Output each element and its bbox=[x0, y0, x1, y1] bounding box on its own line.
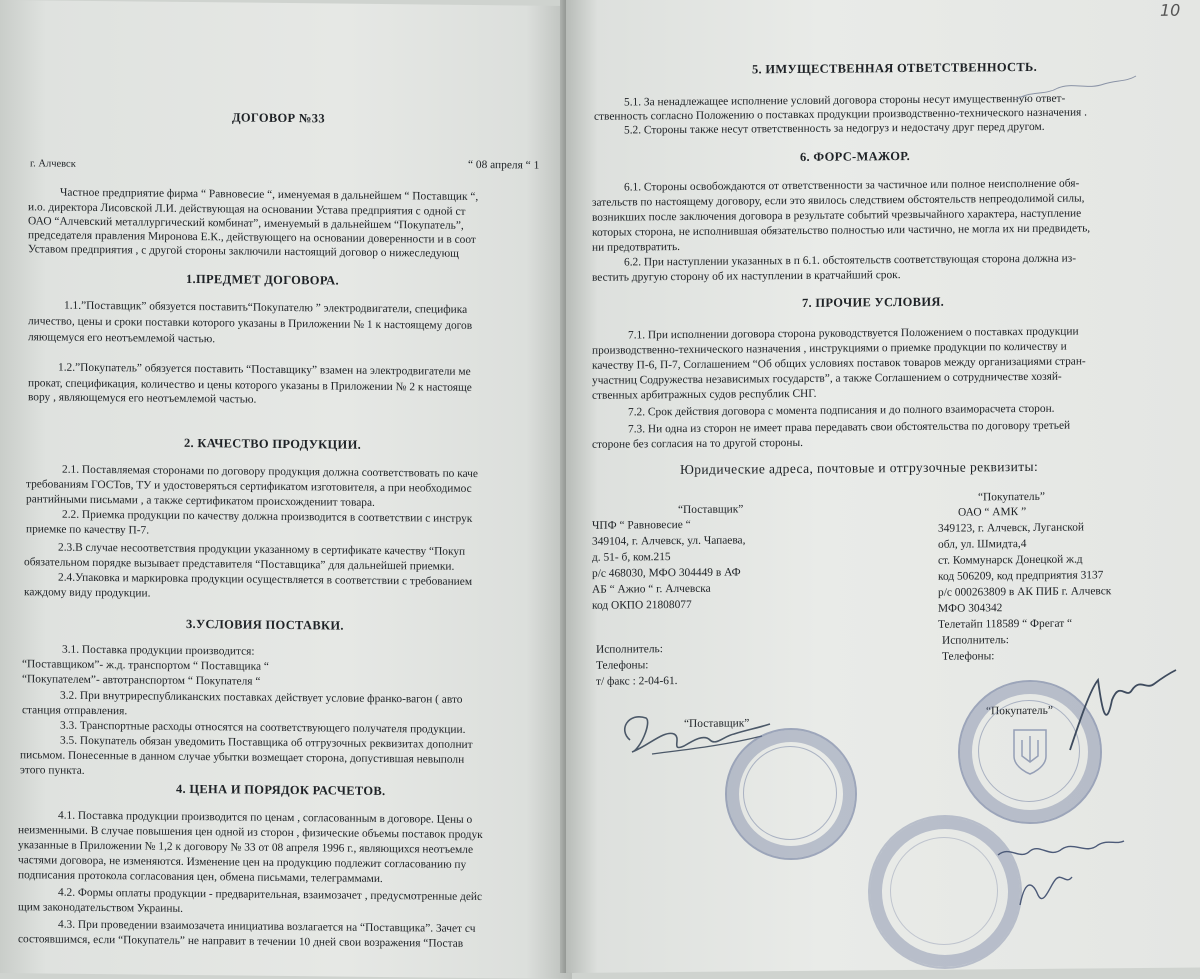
section-2-line: 2.4.Упаковка и маркировка продукции осуществляется в соответствии с требованием bbox=[58, 571, 473, 588]
section-2-line: требованиям ГОСТов, ТУ и удостоверяться сертификатом изготовителя, а при необходимос bbox=[26, 478, 472, 495]
section-4-line: 4.1. Поставка продукции производится по ценам , согласованным в договоре. Цены о bbox=[58, 809, 473, 826]
buyer-phones: Телефоны: bbox=[942, 650, 995, 663]
section-2-title: 2. КАЧЕСТВО ПРОДУКЦИИ. bbox=[184, 435, 362, 452]
section-3-title: 3.УСЛОВИЯ ПОСТАВКИ. bbox=[186, 616, 344, 633]
section-7-line: участниц Содружества независимых государств”, а также Соглашением о сотрудничестве хозяй- bbox=[592, 370, 1062, 387]
buyer-line: код 506209, код предприятия 3137 bbox=[938, 569, 1104, 583]
section-4-line: указанные в Приложении № 1,2 к договору № 33 от 08 апреля 1996 г., являющихся неотъемле bbox=[18, 839, 473, 856]
section-2-line: приемке по качеству П-7. bbox=[26, 523, 150, 537]
section-7-line: 7.3. Ни одна из сторон не имеет права передавать свои обстоятельства по договору третьей bbox=[628, 419, 1071, 436]
section-5-line: 5.1. За ненадлежащее исполнение условий договора стороны несут имущественную ответ- bbox=[624, 92, 1066, 109]
section-5-line: 5.2. Стороны также несут ответственность за недогруз и недостачу друг перед другом. bbox=[624, 120, 1045, 137]
section-2-line: 2.3.В случае несоответствия продукции указанному в сертификате качеству “Покуп bbox=[58, 541, 466, 558]
buyer-line: ст. Коммунарск Донецкой ж.д bbox=[938, 553, 1083, 567]
buyer-sign-label: “Покупатель” bbox=[986, 704, 1053, 718]
supplier-line: код ОКПО 21808077 bbox=[592, 598, 692, 612]
section-3-line: 3.1. Поставка продукции производится: bbox=[62, 643, 255, 658]
section-4-line: 4.3. При проведении взаимозачета инициатива возлагается на “Поставщика”. Зачет сч bbox=[58, 918, 476, 935]
supplier-line: 349104, г. Алчевск, ул. Чапаева, bbox=[592, 534, 746, 548]
section-2-line: 2.2. Приемка продукции по качеству должна производится в соответствии с инструк bbox=[62, 508, 473, 525]
section-1-line: ляющемуся его неотъемлемой частью. bbox=[28, 331, 216, 346]
supplier-phones: Телефоны: bbox=[596, 659, 649, 672]
section-4-line: частями договора, не изменяются. Изменение цен на продукцию подлежит согласованию пу bbox=[18, 854, 467, 871]
section-7-line: стороне без согласия на то другой стороны. bbox=[592, 436, 803, 451]
section-7-line: производственно-технического назначения , инструкциями о приемке продукции по количеству и bbox=[592, 340, 1067, 357]
section-6-line: зательств по настоящему договору, если это явилось следствием обстоятельств непреодолимой силы, bbox=[592, 192, 1085, 209]
section-2-line: рантийными письмами , а также сертификатом происхождениит товара. bbox=[26, 493, 375, 509]
section-6-line: 6.2. При наступлении указанных в п 6.1. обстоятельств соответствующая сторона должна из- bbox=[624, 252, 1077, 269]
supplier-line: д. 51- б, ком.215 bbox=[592, 551, 671, 564]
section-3-line: “Покупателем”- автотранспортом “ Покупателя “ bbox=[22, 673, 261, 688]
section-4-title: 4. ЦЕНА И ПОРЯДОК РАСЧЕТОВ. bbox=[176, 781, 386, 799]
contract-date: “ 08 апреля “ 1 bbox=[468, 158, 540, 172]
section-3-line: 3.3. Транспортные расходы относятся на соответствующего получателя продукции. bbox=[60, 719, 466, 736]
section-6-line: возникших после заключения договора в результате событий чрезвычайного характера, наступление bbox=[592, 207, 1082, 224]
supplier-line: р/с 468030, МФО 304449 в АФ bbox=[592, 566, 741, 580]
section-1-line: 1.2.”Покупатель” обязуется поставить “Поставщику” взамен на электродвигатели ме bbox=[58, 361, 471, 378]
buyer-line: МФО 304342 bbox=[938, 602, 1003, 615]
supplier-line: ЧПФ “ Равновесие “ bbox=[592, 518, 691, 532]
preamble-line: Частное предприятие фирма “ Равновесие “, именуемая в дальнейшем “ Поставщик “, bbox=[60, 186, 479, 204]
preamble-line: и.о. директора Лисовской Л.И. действующая на основании Устава предприятия с одной ст bbox=[28, 201, 466, 218]
buyer-line: Телетайп 118589 “ Фрегат “ bbox=[938, 617, 1073, 631]
contract-title: ДОГОВОР №33 bbox=[232, 110, 325, 126]
buyer-line: обл, ул. Шмидта,4 bbox=[938, 537, 1027, 551]
section-2-line: каждому виду продукции. bbox=[24, 586, 151, 600]
buyer-line: 349123, г. Алчевск, Луганской bbox=[938, 521, 1085, 535]
section-1-line: прокат, спецификация, количество и цены которого указаны в Приложении № 2 к настояще bbox=[28, 377, 472, 394]
section-7-title: 7. ПРОЧИЕ УСЛОВИЯ. bbox=[802, 294, 945, 310]
handwritten-note bbox=[990, 815, 1130, 925]
section-5-title: 5. ИМУЩЕСТВЕННАЯ ОТВЕТСТВЕННОСТЬ. bbox=[752, 59, 1038, 77]
contract-city: г. Алчевск bbox=[30, 158, 76, 170]
trident-emblem-icon bbox=[1010, 726, 1050, 776]
section-6-line: которых сторона, не исполнившая обязательство полностью или частично, не могла их ни предвидеть, bbox=[592, 222, 1091, 239]
preamble-line: ОАО “Алчевский металлургический комбинат”, именуемый в дальнейшем “Покупатель”, bbox=[28, 215, 464, 232]
section-7-line: качеству П-6, П-7, Соглашением “Об общих условиях поставок товаров между организациями стран- bbox=[592, 355, 1086, 372]
supplier-stamp bbox=[725, 728, 857, 860]
section-3-line: 3.5. Покупатель обязан уведомить Поставщика об отгрузочных реквизитах дополнит bbox=[60, 734, 473, 751]
section-1-line: вору , являющемуся его неотъемлемой частью. bbox=[28, 391, 257, 406]
section-4-line: подписания протокола согласования цен, обмена письмами, телеграммами. bbox=[18, 869, 383, 886]
left-page bbox=[0, 0, 572, 979]
section-3-line: письмом. Понесенные в данном случае убытки возмещает сторона, допустившая невыполн bbox=[20, 749, 465, 766]
section-4-line: 4.2. Формы оплаты продукции - предварительная, взаимозачет , предусмотренные дейс bbox=[58, 886, 483, 904]
section-1-line: личество, цены и сроки поставки которого указаны в Приложении № 1 к настоящему догов bbox=[28, 315, 473, 332]
supplier-line: АБ “ Ажио “ г. Алчевска bbox=[592, 582, 711, 596]
section-4-line: состоявшимся, если “Покупатель” не направит в течении 10 дней свои возражения “Постав bbox=[18, 933, 464, 950]
section-3-line: станция отправления. bbox=[22, 704, 128, 718]
section-2-line: 2.1. Поставляемая сторонами по договору продукция должна соответствовать по каче bbox=[62, 463, 478, 481]
buyer-line: р/с 000263809 в АК ПИБ г. Алчевск bbox=[938, 585, 1112, 599]
section-5-line: ственность согласно Положению о поставках продукции производственно-технического назначения . bbox=[594, 106, 1087, 123]
section-3-line: этого пункта. bbox=[20, 764, 85, 777]
section-3-line: 3.2. При внутриреспубликанских поставках действует условие франко-вагон ( авто bbox=[60, 689, 463, 706]
margin-handwriting bbox=[1010, 70, 1140, 110]
section-6-line: вестить другую сторону об их наступлении в кратчайший срок. bbox=[592, 269, 901, 284]
section-3-line: “Поставщиком”- ж.д. транспортом “ Поставщика “ bbox=[22, 658, 269, 673]
section-6-line: ни предотвратить. bbox=[592, 241, 680, 254]
buyer-line: ОАО “ АМК ” bbox=[958, 505, 1027, 519]
buyer-executor: Исполнитель: bbox=[942, 634, 1009, 647]
section-4-line: щим законодательством Украины. bbox=[18, 901, 183, 915]
supplier-executor: Исполнитель: bbox=[596, 643, 663, 656]
preamble-line: председателя правления Миронова Е.К., действующего на основании доверенности и в соот bbox=[28, 229, 476, 246]
buyer-signature bbox=[1050, 660, 1180, 760]
preamble-line: Уставом предприятия , с другой стороны заключили настоящий договор о нижеследующ bbox=[28, 243, 459, 260]
section-7-line: 7.2. Срок действия договора с момента подписания и до полного взаиморасчета сторон. bbox=[628, 402, 1055, 419]
section-1-line: 1.1.”Поставщик” обязуется поставить“Покупателю ” электродвигатели, специфика bbox=[64, 299, 468, 316]
section-7-line: ственных арбитражных судов республик СНГ. bbox=[592, 387, 817, 402]
supplier-header: “Поставщик” bbox=[678, 503, 744, 517]
section-2-line: обязательном порядке вызывает представителя “Поставщика” для дальнейшей приемки. bbox=[24, 556, 455, 573]
section-4-line: неизменными. В случае повышения цен одной из сторон , физические объемы поставок продук bbox=[18, 824, 483, 842]
section-7-line: 7.1. При исполнении договора сторона руководствуется Положением о поставках продукции bbox=[628, 325, 1079, 342]
supplier-fax: т/ факс : 2-04-61. bbox=[596, 675, 678, 688]
section-6-line: 6.1. Стороны освобождаются от ответственности за частичное или полное неисполнение обя- bbox=[624, 177, 1080, 194]
buyer-header: “Покупатель” bbox=[978, 490, 1045, 504]
section-1-title: 1.ПРЕДМЕТ ДОГОВОРА. bbox=[186, 271, 339, 288]
requisites-title: Юридические адреса, почтовые и отгрузочные реквизиты: bbox=[680, 458, 1039, 478]
page-number: 10 bbox=[1160, 0, 1181, 20]
section-6-title: 6. ФОРС-МАЖОР. bbox=[800, 148, 911, 164]
supplier-sign-label: “Поставщик” bbox=[684, 717, 750, 730]
